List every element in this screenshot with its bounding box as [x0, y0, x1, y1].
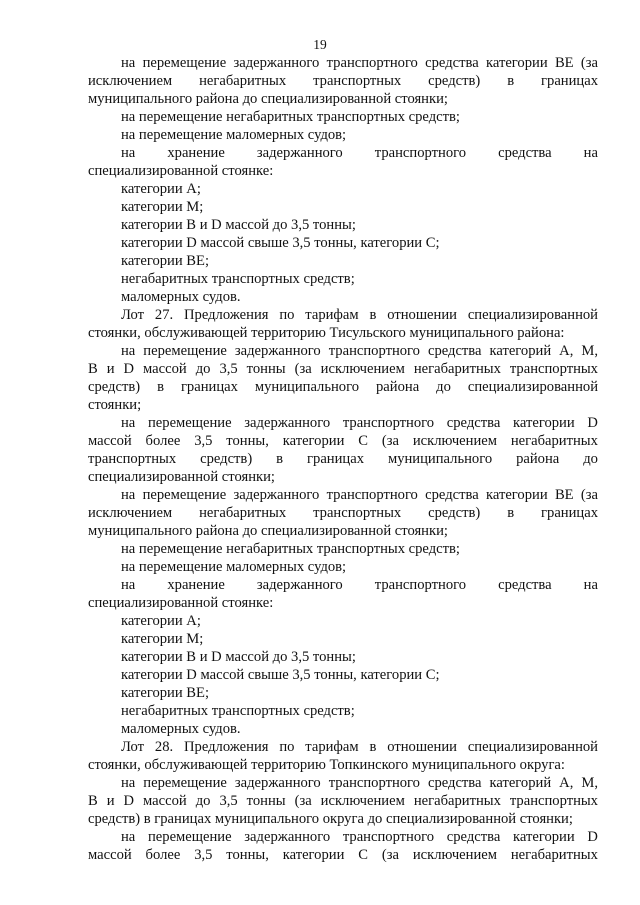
word: категории — [513, 415, 575, 431]
word: В — [88, 361, 98, 377]
word: района — [376, 379, 420, 395]
text-line — [88, 504, 598, 522]
text-line: категории D массой свыше 3,5 тонны, категории С; — [121, 235, 440, 251]
word: 3,5 — [219, 793, 238, 809]
word: перемещение — [143, 775, 227, 791]
text-line — [88, 378, 598, 396]
word: перемещение — [142, 55, 227, 71]
word: 28. — [154, 739, 174, 755]
word: границах — [541, 73, 598, 89]
text-line: категории А; — [121, 181, 201, 197]
word: муниципального — [387, 451, 493, 467]
word: массой — [143, 793, 187, 809]
word: хранение — [167, 145, 225, 161]
word: задержанного — [234, 775, 321, 791]
word: до — [195, 793, 211, 809]
word: категорий — [489, 775, 552, 791]
text-line: стоянки; — [88, 397, 142, 413]
word: С — [358, 847, 368, 863]
word: средства — [498, 145, 552, 161]
word: С — [358, 433, 368, 449]
word: транспортных — [509, 793, 598, 809]
word: (за — [580, 487, 598, 503]
word: отношении — [387, 739, 457, 755]
text-line: на перемещение негабаритных транспортных средств; — [121, 541, 460, 557]
word: и — [106, 361, 115, 377]
word: транспортных — [313, 505, 402, 521]
word: BE — [554, 487, 574, 503]
word: средства — [498, 577, 552, 593]
word: задержанного — [234, 343, 321, 359]
word: до — [583, 451, 598, 467]
word: перемещение — [143, 343, 227, 359]
page-number: 19 — [313, 37, 327, 52]
word: муниципального — [254, 379, 360, 395]
word: тонны — [246, 793, 286, 809]
word: М, — [581, 343, 598, 359]
word: специализированной — [467, 739, 598, 755]
word: D — [587, 829, 598, 845]
word: транспортных — [313, 73, 402, 89]
word: негабаритных — [413, 793, 501, 809]
text-line — [88, 360, 598, 378]
word: средства — [425, 55, 479, 71]
word: категории — [485, 487, 548, 503]
word: средства — [446, 415, 501, 431]
text-line: стоянки, обслуживающей территорию Топкинского муниципального округа: — [88, 757, 565, 773]
word: отношении — [387, 307, 457, 323]
word: 3,5 — [194, 847, 213, 863]
word: специализированной — [467, 379, 598, 395]
word: тонны, — [226, 433, 269, 449]
text-line — [88, 414, 598, 432]
word: транспортного — [326, 55, 418, 71]
text-line — [88, 450, 598, 468]
word: средства — [446, 829, 501, 845]
word: (за — [294, 361, 312, 377]
word: Предложения — [184, 307, 269, 323]
word: категории — [485, 55, 548, 71]
word: М, — [581, 775, 598, 791]
word: Лот — [121, 307, 145, 323]
word: на — [583, 577, 598, 593]
word: средства — [427, 343, 482, 359]
word: средств) — [200, 451, 253, 467]
text-line: стоянки, обслуживающей территорию Тисульского муниципального района: — [88, 325, 565, 341]
word: в — [507, 73, 515, 89]
word: (за — [580, 55, 598, 71]
word: и — [106, 793, 115, 809]
text-line — [88, 846, 598, 864]
word: на — [121, 145, 136, 161]
word: массой — [143, 361, 187, 377]
word: на — [583, 145, 598, 161]
word: на — [121, 487, 136, 503]
word: задержанного — [256, 577, 343, 593]
text-line: категории В и D массой до 3,5 тонны; — [121, 217, 356, 233]
text-line: специализированной стоянке: — [88, 595, 274, 611]
text-line: категории М; — [121, 631, 204, 647]
text-line: маломерных судов. — [121, 721, 241, 737]
word: задержанного — [244, 415, 331, 431]
word: границах — [541, 505, 598, 521]
word: негабаритных — [199, 73, 287, 89]
word: на — [121, 775, 136, 791]
word: средств) — [428, 505, 481, 521]
word: на — [121, 577, 136, 593]
document-body — [88, 54, 598, 864]
word: в — [157, 379, 164, 395]
word: средства — [425, 487, 479, 503]
word: в — [369, 739, 377, 755]
word: категории — [513, 829, 575, 845]
text-line — [88, 792, 598, 810]
word: В — [88, 793, 98, 809]
text-line — [88, 54, 598, 72]
word: негабаритных — [510, 847, 598, 863]
word: средств) — [88, 379, 141, 395]
text-line — [88, 144, 598, 162]
word: на — [121, 55, 136, 71]
word: задержанного — [244, 829, 331, 845]
word: А, — [559, 343, 574, 359]
word: средства — [427, 775, 482, 791]
word: перемещение — [142, 487, 227, 503]
word: Лот — [121, 739, 145, 755]
word: массой — [88, 847, 132, 863]
word: транспортного — [326, 487, 418, 503]
word: на — [121, 829, 136, 845]
text-line — [88, 774, 598, 792]
text-line: на перемещение негабаритных транспортных средств; — [121, 109, 460, 125]
text-line — [88, 738, 598, 756]
word: D — [587, 415, 598, 431]
word: исключением — [88, 73, 173, 89]
word: 3,5 — [219, 361, 238, 377]
word: района — [516, 451, 560, 467]
text-line: специализированной стоянке: — [88, 163, 274, 179]
word: транспортного — [342, 415, 435, 431]
word: Предложения — [184, 739, 269, 755]
word: по — [279, 307, 295, 323]
text-line: муниципального района до специализированной стоянки; — [88, 91, 448, 107]
word: исключением — [320, 361, 405, 377]
word: до — [436, 379, 451, 395]
word: транспортного — [374, 577, 467, 593]
text-line: средств) в границах муниципального округа до специализированной стоянки; — [88, 811, 573, 827]
word: тонны, — [226, 847, 269, 863]
text-line: на перемещение маломерных судов; — [121, 559, 347, 575]
word: транспортного — [374, 145, 467, 161]
word: BE — [554, 55, 574, 71]
word: транспортных — [88, 451, 177, 467]
text-line: категории D массой свыше 3,5 тонны, категории С; — [121, 667, 440, 683]
word: (за — [381, 847, 399, 863]
text-line — [88, 486, 598, 504]
word: транспортного — [328, 775, 420, 791]
word: негабаритных — [199, 505, 287, 521]
text-line — [88, 432, 598, 450]
word: по — [279, 739, 295, 755]
text-line: категории ВЕ; — [121, 685, 210, 701]
word: специализированной — [467, 307, 598, 323]
text-line: муниципального района до специализированной стоянки; — [88, 523, 448, 539]
word: более — [145, 433, 181, 449]
word: хранение — [167, 577, 225, 593]
word: А, — [559, 775, 574, 791]
word: негабаритных — [510, 433, 598, 449]
word: транспортных — [509, 361, 598, 377]
word: в — [507, 505, 515, 521]
word: границах — [307, 451, 364, 467]
word: в — [369, 307, 377, 323]
word: категорий — [489, 343, 552, 359]
text-line: на перемещение маломерных судов; — [121, 127, 347, 143]
word: перемещение — [148, 829, 232, 845]
text-line — [88, 306, 598, 324]
word: транспортного — [328, 343, 420, 359]
word: массой — [88, 433, 132, 449]
word: тонны — [246, 361, 286, 377]
word: D — [123, 793, 135, 809]
word: исключением — [320, 793, 405, 809]
text-line: негабаритных транспортных средств; — [121, 271, 355, 287]
word: тарифам — [305, 739, 359, 755]
text-line — [88, 576, 598, 594]
word: исключением — [412, 847, 497, 863]
word: категории — [282, 433, 345, 449]
text-line — [88, 72, 598, 90]
word: средств) — [428, 73, 481, 89]
word: на — [121, 415, 136, 431]
word: в — [276, 451, 284, 467]
word: границах — [180, 379, 238, 395]
text-line: категории В и D массой до 3,5 тонны; — [121, 649, 356, 665]
word: транспортного — [342, 829, 435, 845]
text-line — [88, 828, 598, 846]
word: 27. — [154, 307, 174, 323]
text-line: категории М; — [121, 199, 204, 215]
word: исключением — [88, 505, 173, 521]
word: категории — [282, 847, 345, 863]
word: 3,5 — [194, 433, 213, 449]
word: более — [145, 847, 181, 863]
text-line — [88, 342, 598, 360]
word: перемещение — [148, 415, 232, 431]
word: (за — [381, 433, 399, 449]
word: задержанного — [233, 487, 320, 503]
word: на — [121, 343, 136, 359]
word: негабаритных — [413, 361, 501, 377]
word: D — [123, 361, 135, 377]
text-line: маломерных судов. — [121, 289, 241, 305]
text-line: специализированной стоянки; — [88, 469, 275, 485]
text-line: негабаритных транспортных средств; — [121, 703, 355, 719]
word: (за — [294, 793, 312, 809]
word: до — [195, 361, 211, 377]
text-line: категории А; — [121, 613, 201, 629]
word: исключением — [412, 433, 497, 449]
word: задержанного — [233, 55, 320, 71]
text-line: категории ВЕ; — [121, 253, 210, 269]
word: тарифам — [305, 307, 359, 323]
word: задержанного — [256, 145, 343, 161]
